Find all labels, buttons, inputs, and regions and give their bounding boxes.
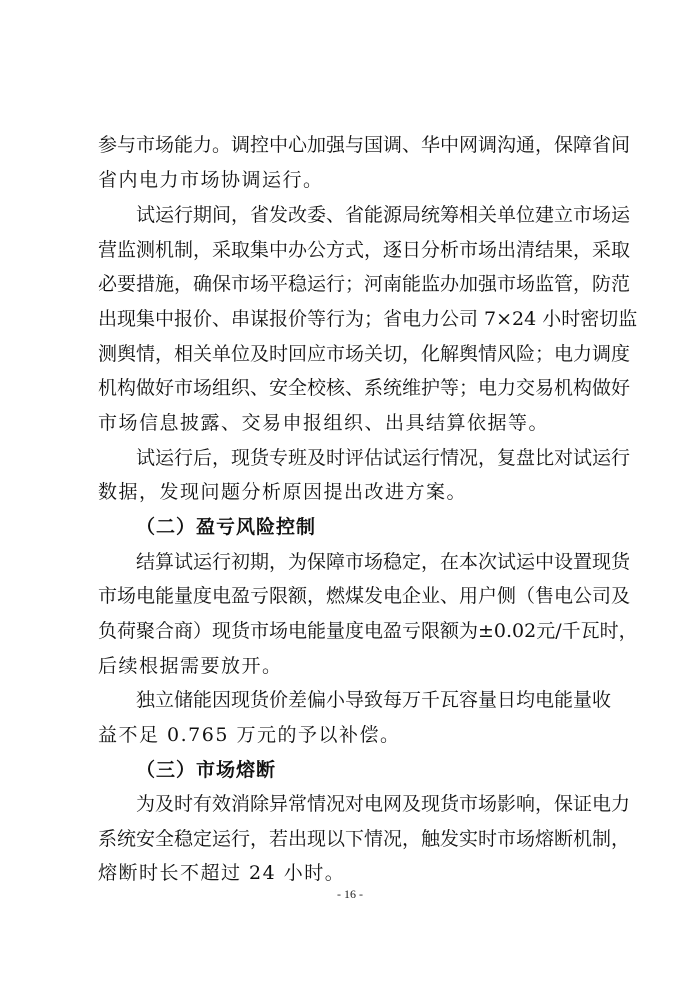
text-line: 后续根据需要放开。 [98, 655, 283, 677]
text-line: 负荷聚合商）现货市场电能量度电盈亏限额为±0.02元/千瓦时， [98, 620, 638, 642]
text-line: 结算试运行初期，为保障市场稳定，在本次试运中设置现货 [136, 551, 631, 573]
text-line: 出现集中报价、串谋报价等行为；省电力公司 7×24 小时密切监 [98, 308, 638, 330]
text-line: 数据，发现问题分析原因提出改进方案。 [98, 481, 468, 503]
text-line: 市场信息披露、交易申报组织、出具结算依据等。 [98, 412, 550, 434]
section-heading: （二）盈亏风险控制 [136, 516, 317, 538]
text-line: 市场电能量度电盈亏限额，燃煤发电企业、用户侧（售电公司及 [98, 585, 631, 607]
page-number: - 16 - [337, 887, 363, 901]
text-line: 省内电力市场协调运行。 [98, 169, 324, 191]
text-line: 测舆情，相关单位及时回应市场关切，化解舆情风险；电力调度 [98, 343, 631, 365]
text-line: 营监测机制，采取集中办公方式，逐日分析市场出清结果，采取 [98, 239, 631, 261]
text-line: 系统安全稳定运行，若出现以下情况，触发实时市场熔断机制， [98, 828, 631, 850]
text-line: 参与市场能力。调控中心加强与国调、华中网调沟通，保障省间 [98, 134, 631, 156]
text-line: 独立储能因现货价差偏小导致每万千瓦容量日均电能量收 [136, 689, 612, 711]
text-line: 试运行后，现货专班及时评估试运行情况，复盘比对试运行 [136, 447, 631, 469]
section-heading: （三）市场熔断 [136, 759, 277, 781]
text-line: 试运行期间，省发改委、省能源局统筹相关单位建立市场运 [136, 204, 631, 226]
text-line: 机构做好市场组织、安全校核、系统维护等；电力交易机构做好 [98, 377, 631, 399]
text-line: 熔断时长不超过 24 小时。 [98, 862, 346, 884]
text-line: 为及时有效消除异常情况对电网及现货市场影响，保证电力 [136, 793, 631, 815]
text-line: 益不足 0.765 万元的予以补偿。 [98, 724, 401, 746]
text-line: 必要措施，确保市场平稳运行；河南能监办加强市场监管，防范 [98, 273, 631, 295]
